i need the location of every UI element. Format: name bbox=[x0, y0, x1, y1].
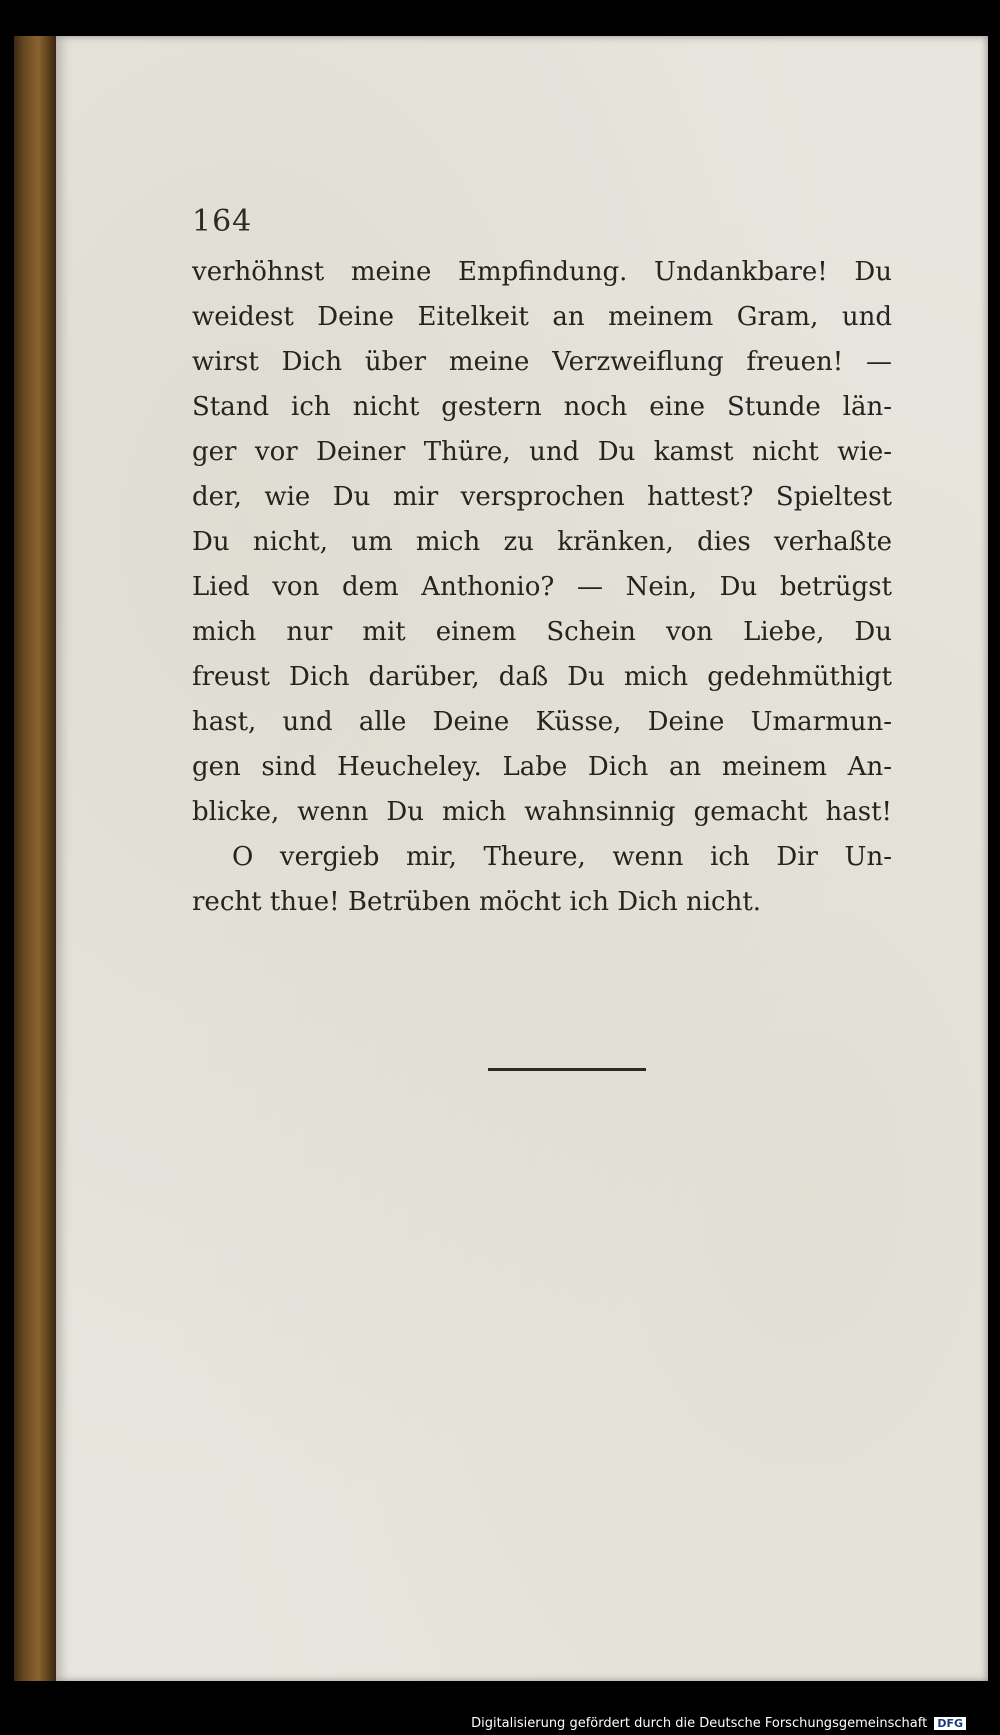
text-line: mich nur mit einem Schein von Liebe, Du bbox=[192, 617, 892, 647]
text-line: Du nicht, um mich zu kränken, dies verhaßte bbox=[192, 527, 892, 557]
text-line: weidest Deine Eitelkeit an meinem Gram, und bbox=[192, 302, 892, 332]
text-line: der, wie Du mir versprochen hattest? Spieltest bbox=[192, 482, 892, 512]
section-divider-rule bbox=[488, 1068, 646, 1071]
dfg-logo: DFG bbox=[934, 1717, 966, 1730]
text-line: Stand ich nicht gestern noch eine Stunde län- bbox=[192, 392, 892, 422]
text-line: wirst Dich über meine Verzweiflung freuen! — bbox=[192, 347, 892, 377]
text-line: blicke, wenn Du mich wahnsinnig gemacht hast! bbox=[192, 797, 892, 827]
book-spine bbox=[14, 36, 58, 1681]
text-line: recht thue! Betrüben möcht ich Dich nicht. bbox=[192, 887, 762, 917]
page-number: 164 bbox=[192, 204, 253, 239]
credit-text: Digitalisierung gefördert durch die Deutsche Forschungsgemeinschaft bbox=[471, 1716, 928, 1731]
text-line: ger vor Deiner Thüre, und Du kamst nicht wie- bbox=[192, 437, 892, 467]
text-line: verhöhnst meine Empfindung. Undankbare! Du bbox=[192, 257, 892, 287]
text-line: hast, und alle Deine Küsse, Deine Umarmun- bbox=[192, 707, 892, 737]
text-line: Lied von dem Anthonio? — Nein, Du betrügst bbox=[192, 572, 892, 602]
text-line: freust Dich darüber, daß Du mich gedehmüthigt bbox=[192, 662, 892, 692]
text-line: gen sind Heucheley. Labe Dich an meinem An- bbox=[192, 752, 892, 782]
body-text bbox=[192, 250, 892, 925]
text-line: O vergieb mir, Theure, wenn ich Dir Un- bbox=[232, 842, 892, 872]
digitization-credit bbox=[471, 1716, 966, 1731]
